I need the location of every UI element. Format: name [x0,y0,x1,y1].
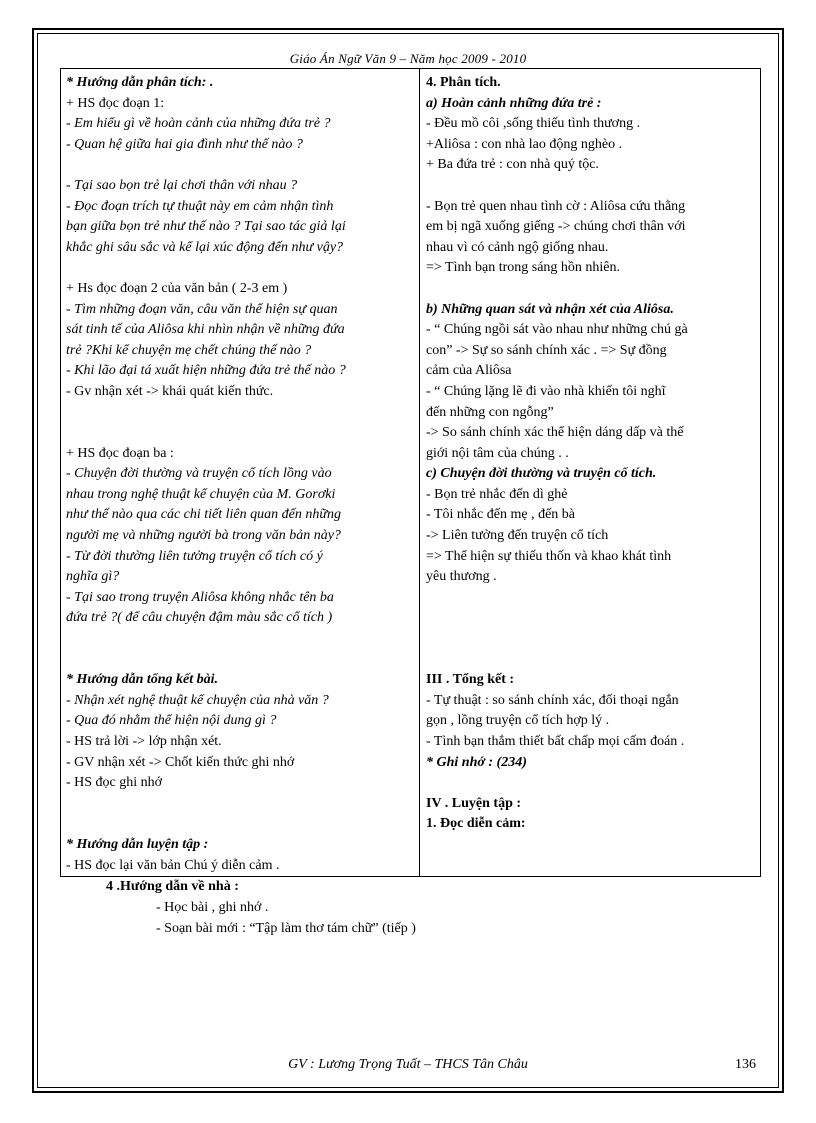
text-line: nghĩa gì? [66,569,120,585]
text-line: - HS đọc lại văn bản Chú ý diễn cảm . [66,857,280,873]
text-line: 4. Phân tích. [426,75,501,90]
blank-line [66,155,415,176]
text-line: như thế nào qua các chi tiết liên quan đến những [66,507,341,523]
text-line: + HS đọc đoạn 1: [66,95,165,111]
text-line: - Tại sao trong truyện Aliôsa không nhắc tên ba [66,589,334,605]
text-line: + Hs đọc đoạn 2 của văn bản ( 2-3 em ) [66,280,288,296]
text-line: nhau vì có cảnh ngộ giống nhau. [426,239,609,255]
blank-line [426,279,756,300]
text-line: c) Chuyện đời thường và truyện cổ tích. [426,466,657,482]
text-line: đứa trẻ ?( để câu chuyện đậm màu sắc cổ tích ) [66,610,333,626]
blank-line [426,608,756,629]
page-number: 136 [735,1057,756,1072]
homework-heading: 4 .Hướng dẫn về nhà : [106,879,239,894]
text-line: 1. Đọc diễn cảm: [426,816,526,832]
homework-item: - Soạn bài mới : “Tập làm thơ tám chữ” (tiếp ) [156,921,416,936]
text-line: nhau trong nghệ thuật kể chuyện của M. Gorơki [66,486,336,502]
text-line: * Hướng dẫn luyện tập : [66,836,209,852]
text-line: - Tình bạn thắm thiết bất chấp mọi cấm đoán . [426,734,685,749]
blank-line [66,814,415,835]
text-line: - Tại sao bọn trẻ lại chơi thân với nhau ? [66,177,298,193]
text-line: đến những con ngỗng” [426,404,554,420]
text-line: => Tình bạn trong sáng hồn nhiên. [426,260,621,276]
text-line: - “ Chúng lặng lẽ đi vào nhà khiến tôi nghĩ [426,383,666,399]
text-line: +Aliôsa : con nhà lao động nghèo . [426,136,623,152]
text-line: - Bọn trẻ quen nhau tình cờ : Aliôsa cứu thằng [426,198,686,214]
text-line: khắc ghi sâu sắc và kể lại xúc động đến như vậy? [66,239,344,255]
text-line: * Ghi nhớ : (234) [426,754,527,770]
blank-line [66,794,415,815]
text-line: cảm của Aliôsa [426,363,512,379]
text-line: - Chuyện đời thường và truyện cổ tích lồng vào [66,466,332,482]
text-line: * Hướng dẫn phân tích: . [66,75,214,90]
blank-line [66,258,415,279]
text-line: người mẹ và những người bà trong văn bản này? [66,528,341,544]
text-line: - Tìm những đoạn văn, câu văn thể hiện sự quan [66,301,338,317]
text-line: trẻ ?Khi kể chuyện mẹ chết chúng thế nào ? [66,342,312,358]
blank-line [66,403,415,424]
text-line: - HS đọc ghi nhớ [66,775,163,791]
lesson-table [60,68,761,877]
text-line: - Qua đó nhằm thể hiện nội dung gì ? [66,713,277,729]
text-line: - Từ đời thường liên tưởng truyện cổ tích có ý [66,548,323,564]
text-line: - HS trả lời -> lớp nhận xét. [66,734,222,749]
text-line: con” -> Sự so sánh chính xác . => Sự đồng [426,342,667,358]
text-line: - Đọc đoạn trích tự thuật này em cảm nhận tình [66,198,334,214]
text-line: * Hướng dẫn tổng kết bài. [66,672,219,688]
text-line: yêu thương . [426,569,497,585]
text-line: sát tinh tế của Aliôsa khi nhìn nhận về những đứa [66,322,345,338]
text-line: - Gv nhận xét -> khái quát kiến thức. [66,383,274,399]
text-line: IV . Luyện tập : [426,795,522,811]
blank-line [426,629,756,650]
blank-line [66,650,415,671]
blank-line [426,176,756,197]
text-line: III . Tổng kết : [426,672,515,688]
text-line: em bị ngã xuống giếng -> chúng chơi thân với [426,219,686,235]
text-line: => Thể hiện sự thiếu thốn và khao khát tình [426,548,672,564]
teacher-activity-column [61,69,420,877]
blank-line [426,588,756,609]
text-line: bạn giữa bọn trẻ như thế nào ? Tại sao tác giả lại [66,219,346,235]
lesson-content-column [420,69,761,877]
page-header: Giáo Án Ngữ Văn 9 – Năm học 2009 - 2010 [289,51,527,66]
text-line: - GV nhận xét -> Chốt kiến thức ghi nhớ [66,754,295,770]
blank-line [426,650,756,671]
blank-line [426,773,756,794]
blank-line [66,629,415,650]
text-line: - Em hiểu gì về hoàn cảnh của những đứa trẻ ? [66,116,331,132]
footer-author: GV : Lương Trọng Tuất – THCS Tân Châu [288,1057,528,1072]
homework-item: - Học bài , ghi nhớ . [156,900,269,915]
text-line: b) Những quan sát và nhận xét của Aliôsa. [426,301,674,317]
text-line: - Đều mồ côi ,sống thiếu tình thương . [426,116,641,132]
blank-line [66,423,415,444]
text-line: gọn , lồng truyện cổ tích hợp lý . [426,713,610,729]
text-line: - Quan hệ giữa hai gia đình như thế nào ? [66,136,303,152]
text-line: -> So sánh chính xác thể hiện dáng dấp và thế [426,425,684,441]
text-line: -> Liên tưởng đến truyện cổ tích [426,528,609,544]
text-line: - Tôi nhắc đến mẹ , đến bà [426,507,576,523]
text-line: - Bọn trẻ nhắc đến dì ghẻ [426,486,568,502]
text-line: giới nội tâm của chúng . . [426,445,569,461]
text-line: - Tự thuật : so sánh chính xác, đối thoại ngắn [426,692,679,708]
text-line: - “ Chúng ngồi sát vào nhau như những chú gà [426,322,688,338]
text-line: - Khi lão đại tá xuất hiện những đứa trẻ thế nào ? [66,363,346,379]
text-line: + HS đọc đoạn ba : [66,445,174,461]
text-line: a) Hoàn cảnh những đứa trẻ : [426,95,602,111]
text-line: + Ba đứa trẻ : con nhà quý tộc. [426,157,599,173]
text-line: - Nhận xét nghệ thuật kể chuyện của nhà văn ? [66,692,329,708]
